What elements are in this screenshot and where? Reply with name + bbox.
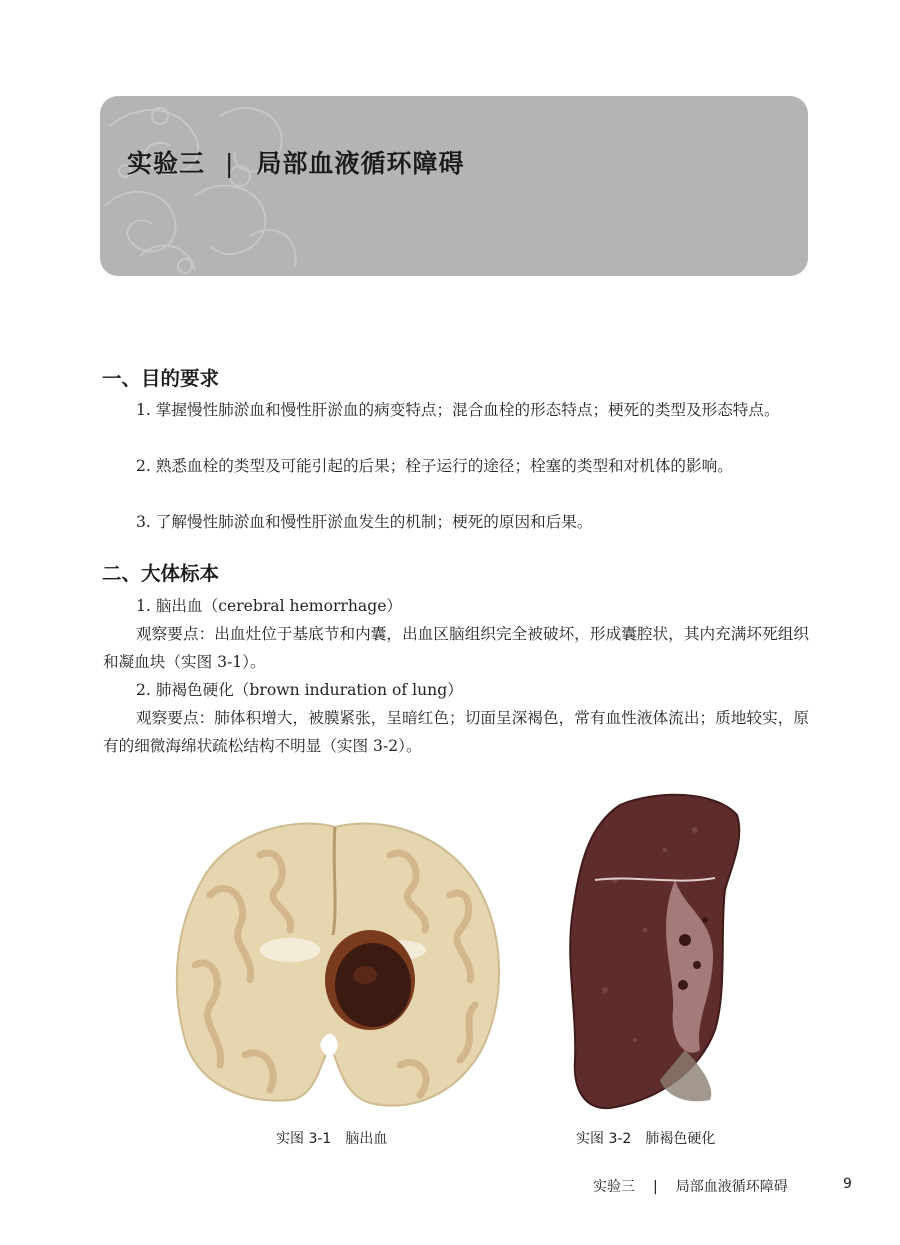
- specimen-observation: 观察要点：肺体积增大，被膜紧张，呈暗红色；切面呈深褐色，常有血性液体流出；质地较实，原有的细微海绵状疏松结构不明显（实图 3-2）。: [103, 709, 809, 755]
- lung-section-image: [565, 790, 745, 1110]
- figure-caption-text: 脑出血: [345, 1131, 388, 1147]
- section-heading-gross-specimens: 二、大体标本: [102, 562, 220, 585]
- figure-label: 实图 3-2: [576, 1131, 632, 1147]
- specimen-title: 2. 肺褐色硬化（brown induration of lung）: [136, 681, 463, 699]
- figure-caption: [576, 1128, 715, 1148]
- chapter-banner: [100, 96, 808, 276]
- footer-chapter: 实验三: [593, 1179, 635, 1195]
- figure-lung-induration: [565, 790, 745, 1110]
- chapter-name: 局部血液循环障碍: [256, 149, 465, 178]
- chapter-title: [127, 144, 464, 180]
- footer-title: 局部血液循环障碍: [675, 1179, 788, 1195]
- chapter-number: 实验三: [127, 149, 206, 178]
- specimen-observation: 观察要点：出血灶位于基底节和内囊，出血区脑组织完全被破坏，形成囊腔状，其内充满坏死组织和凝血块（实图 3-1）。: [103, 625, 809, 671]
- title-separator: |: [225, 149, 235, 178]
- objective-paragraph: 2. 熟悉血栓的类型及可能引起的后果；栓子运行的途径；栓塞的类型和对机体的影响。: [136, 457, 733, 475]
- page-number: 9: [843, 1176, 852, 1192]
- footer-separator: |: [653, 1179, 658, 1195]
- specimen-title: 1. 脑出血（cerebral hemorrhage）: [136, 597, 403, 615]
- floral-ornament: [100, 96, 808, 276]
- section-heading-objectives: 一、目的要求: [102, 367, 220, 390]
- running-footer: [593, 1176, 788, 1196]
- objective-paragraph: 3. 了解慢性肺淤血和慢性肝淤血发生的机制；梗死的原因和后果。: [136, 513, 593, 531]
- figure-caption: [276, 1128, 387, 1148]
- objective-paragraph: 1. 掌握慢性肺淤血和慢性肝淤血的病变特点；混合血栓的形态特点；梗死的类型及形态特点。: [136, 401, 780, 419]
- figure-brain-hemorrhage: [170, 815, 510, 1115]
- brain-section-image: [170, 815, 510, 1115]
- figure-label: 实图 3-1: [276, 1131, 332, 1147]
- figure-caption-text: 肺褐色硬化: [645, 1131, 716, 1147]
